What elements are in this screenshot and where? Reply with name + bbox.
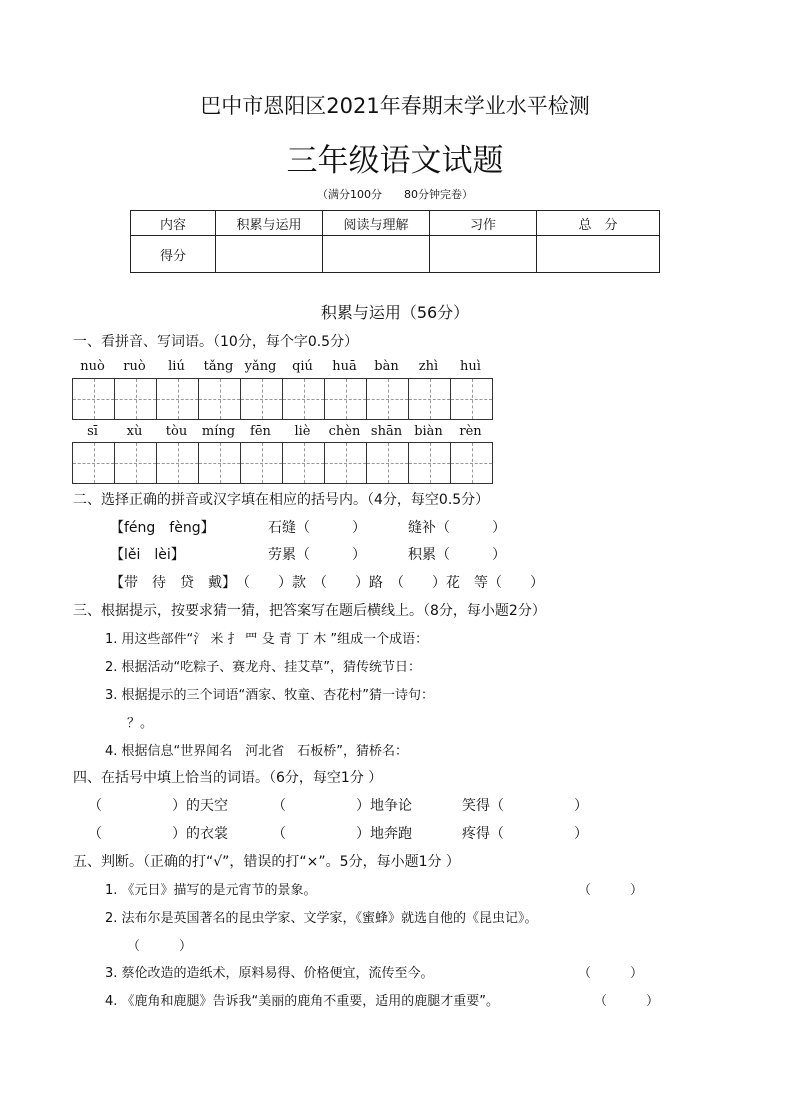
pinyin-label: zhì [418, 359, 439, 374]
q4-blank-3[interactable]: 笑得（ ） [462, 798, 588, 814]
guide-line [73, 399, 114, 400]
q3-item-2: 2. 根据活动“吃粽子、赛龙舟、挂艾草”，猜传统节日： [105, 660, 422, 675]
char-box[interactable] [157, 379, 199, 419]
pinyin-label: yǎng [244, 359, 277, 374]
score-header-writing: 习作 [430, 211, 537, 236]
q5-item-2: 2. 法布尔是英国著名的昆虫学家、文学家，《蜜蜂》就选自他的《昆虫记》。 [105, 911, 538, 926]
guide-line [367, 399, 408, 400]
char-box[interactable] [115, 379, 157, 419]
score-header-total: 总 分 [537, 211, 660, 236]
writing-grid-2[interactable] [72, 442, 493, 484]
pinyin-label: xù [126, 424, 143, 439]
pinyin-label: liè [294, 424, 311, 439]
q5-answer-3[interactable]: （ ） [578, 966, 644, 981]
q2-blank-4[interactable]: 积累（ ） [408, 547, 506, 563]
char-box[interactable] [199, 379, 241, 419]
q5-answer-1[interactable]: （ ） [578, 883, 644, 898]
char-box[interactable] [409, 379, 451, 419]
guide-line [325, 399, 366, 400]
guide-line [451, 463, 492, 464]
pinyin-label: nuò [80, 359, 105, 374]
char-box[interactable] [241, 379, 283, 419]
exam-title: 巴中市恩阳区2021年春期末学业水平检测 [200, 94, 590, 118]
q1-title: 一、看拼音、写词语。（10分，每个字0.5分） [73, 334, 359, 350]
char-box[interactable] [199, 443, 241, 483]
q2-pinyin-options-2: 【lěi lèi】 [110, 547, 185, 563]
guide-line [157, 399, 198, 400]
q5-title: 五、判断。（正确的打“√”，错误的打“×”。5分，每小题1分 ） [73, 854, 460, 870]
q2-title: 二、选择正确的拼音或汉字填在相应的括号内。（4分，每空0.5分） [73, 492, 490, 508]
guide-line [115, 399, 156, 400]
pinyin-label: tòu [165, 424, 188, 439]
q4-blank-1[interactable]: （ ）的天空 [88, 798, 228, 814]
score-table [130, 210, 660, 273]
pinyin-label: bàn [374, 359, 399, 374]
score-cell[interactable] [323, 236, 430, 273]
char-box[interactable] [367, 443, 409, 483]
score-row-label: 得分 [131, 236, 216, 273]
pinyin-label: chèn [328, 424, 361, 439]
guide-line [409, 463, 450, 464]
guide-line [367, 463, 408, 464]
q2-blank-2[interactable]: 缝补（ ） [408, 520, 506, 536]
guide-line [241, 399, 282, 400]
char-box[interactable] [451, 443, 493, 483]
pinyin-label: míng [201, 424, 236, 439]
char-box[interactable] [283, 379, 325, 419]
section-title: 积累与运用（56分） [320, 303, 470, 322]
guide-line [283, 463, 324, 464]
pinyin-label: rèn [459, 424, 482, 439]
pinyin-label: shān [370, 424, 403, 439]
pinyin-label: qiú [292, 359, 313, 374]
writing-grid-1[interactable] [72, 378, 493, 420]
guide-line [199, 399, 240, 400]
q4-blank-4[interactable]: （ ）的衣裳 [88, 826, 228, 842]
score-header-content: 内容 [131, 211, 216, 236]
exam-subtitle: 三年级语文试题 [286, 143, 504, 179]
score-cell[interactable] [537, 236, 660, 273]
guide-line [241, 463, 282, 464]
pinyin-label: sī [87, 424, 98, 439]
q3-item-3-continuation: ？。 [127, 716, 154, 731]
q5-item-1: 1. 《元日》描写的是元宵节的景象。 [105, 883, 317, 898]
q5-item-4: 4. 《鹿角和鹿腿》告诉我“美丽的鹿角不重要，适用的鹿腿才重要”。 [105, 994, 500, 1009]
char-box[interactable] [115, 443, 157, 483]
q5-answer-4[interactable]: （ ） [594, 994, 660, 1009]
q2-pinyin-options-1: 【féng fèng】 [110, 520, 215, 536]
exam-note: （满分100分 80分钟完卷） [317, 188, 473, 201]
score-cell[interactable] [430, 236, 537, 273]
q4-title: 四、在括号中填上恰当的词语。（6分，每空1分 ） [73, 770, 383, 786]
q2-char-options-line[interactable]: 【带 待 贷 戴】 （ ）款 （ ）路 （ ）花 等（ ） [110, 575, 544, 591]
pinyin-label: ruò [123, 359, 146, 374]
q3-title: 三、根据提示，按要求猜一猜，把答案写在题后横线上。（8分，每小题2分） [73, 603, 546, 619]
q4-blank-2[interactable]: （ ）地争论 [272, 798, 412, 814]
score-cell[interactable] [216, 236, 323, 273]
score-header-reading: 阅读与理解 [323, 211, 430, 236]
pinyin-label: fēn [250, 424, 271, 439]
q4-blank-5[interactable]: （ ）地奔跑 [272, 826, 412, 842]
guide-line [409, 399, 450, 400]
q2-blank-3[interactable]: 劳累（ ） [268, 547, 366, 563]
pinyin-label: tǎng [203, 359, 234, 374]
guide-line [157, 463, 198, 464]
char-box[interactable] [241, 443, 283, 483]
guide-line [283, 399, 324, 400]
pinyin-label: huì [460, 359, 481, 374]
q4-blank-6[interactable]: 疼得（ ） [462, 826, 588, 842]
pinyin-label: biàn [414, 424, 443, 439]
guide-line [199, 463, 240, 464]
q3-item-3: 3. 根据提示的三个词语“酒家、牧童、杏花村”猜一诗句： [105, 688, 435, 703]
char-box[interactable] [367, 379, 409, 419]
char-box[interactable] [409, 443, 451, 483]
char-box[interactable] [283, 443, 325, 483]
guide-line [73, 463, 114, 464]
char-box[interactable] [325, 443, 367, 483]
q3-item-1: 1. 用这些部件“氵 米 扌 ⺫ 殳 青 丁 木 ”组成一个成语： [105, 632, 429, 647]
q5-answer-2[interactable]: （ ） [127, 939, 193, 954]
score-header-accumulation: 积累与运用 [216, 211, 323, 236]
guide-line [115, 463, 156, 464]
pinyin-label: liú [168, 359, 185, 374]
pinyin-label: huā [332, 359, 357, 374]
q5-item-3: 3. 蔡伦改造的造纸术，原料易得、价格便宜，流传至今。 [105, 966, 434, 981]
q3-item-4: 4. 根据信息“世界闻名 河北省 石板桥”，猜桥名： [105, 744, 409, 759]
char-box[interactable] [73, 379, 115, 419]
char-box[interactable] [451, 379, 493, 419]
char-box[interactable] [325, 379, 367, 419]
q2-blank-1[interactable]: 石缝（ ） [268, 520, 366, 536]
guide-line [451, 399, 492, 400]
char-box[interactable] [157, 443, 199, 483]
char-box[interactable] [73, 443, 115, 483]
guide-line [325, 463, 366, 464]
